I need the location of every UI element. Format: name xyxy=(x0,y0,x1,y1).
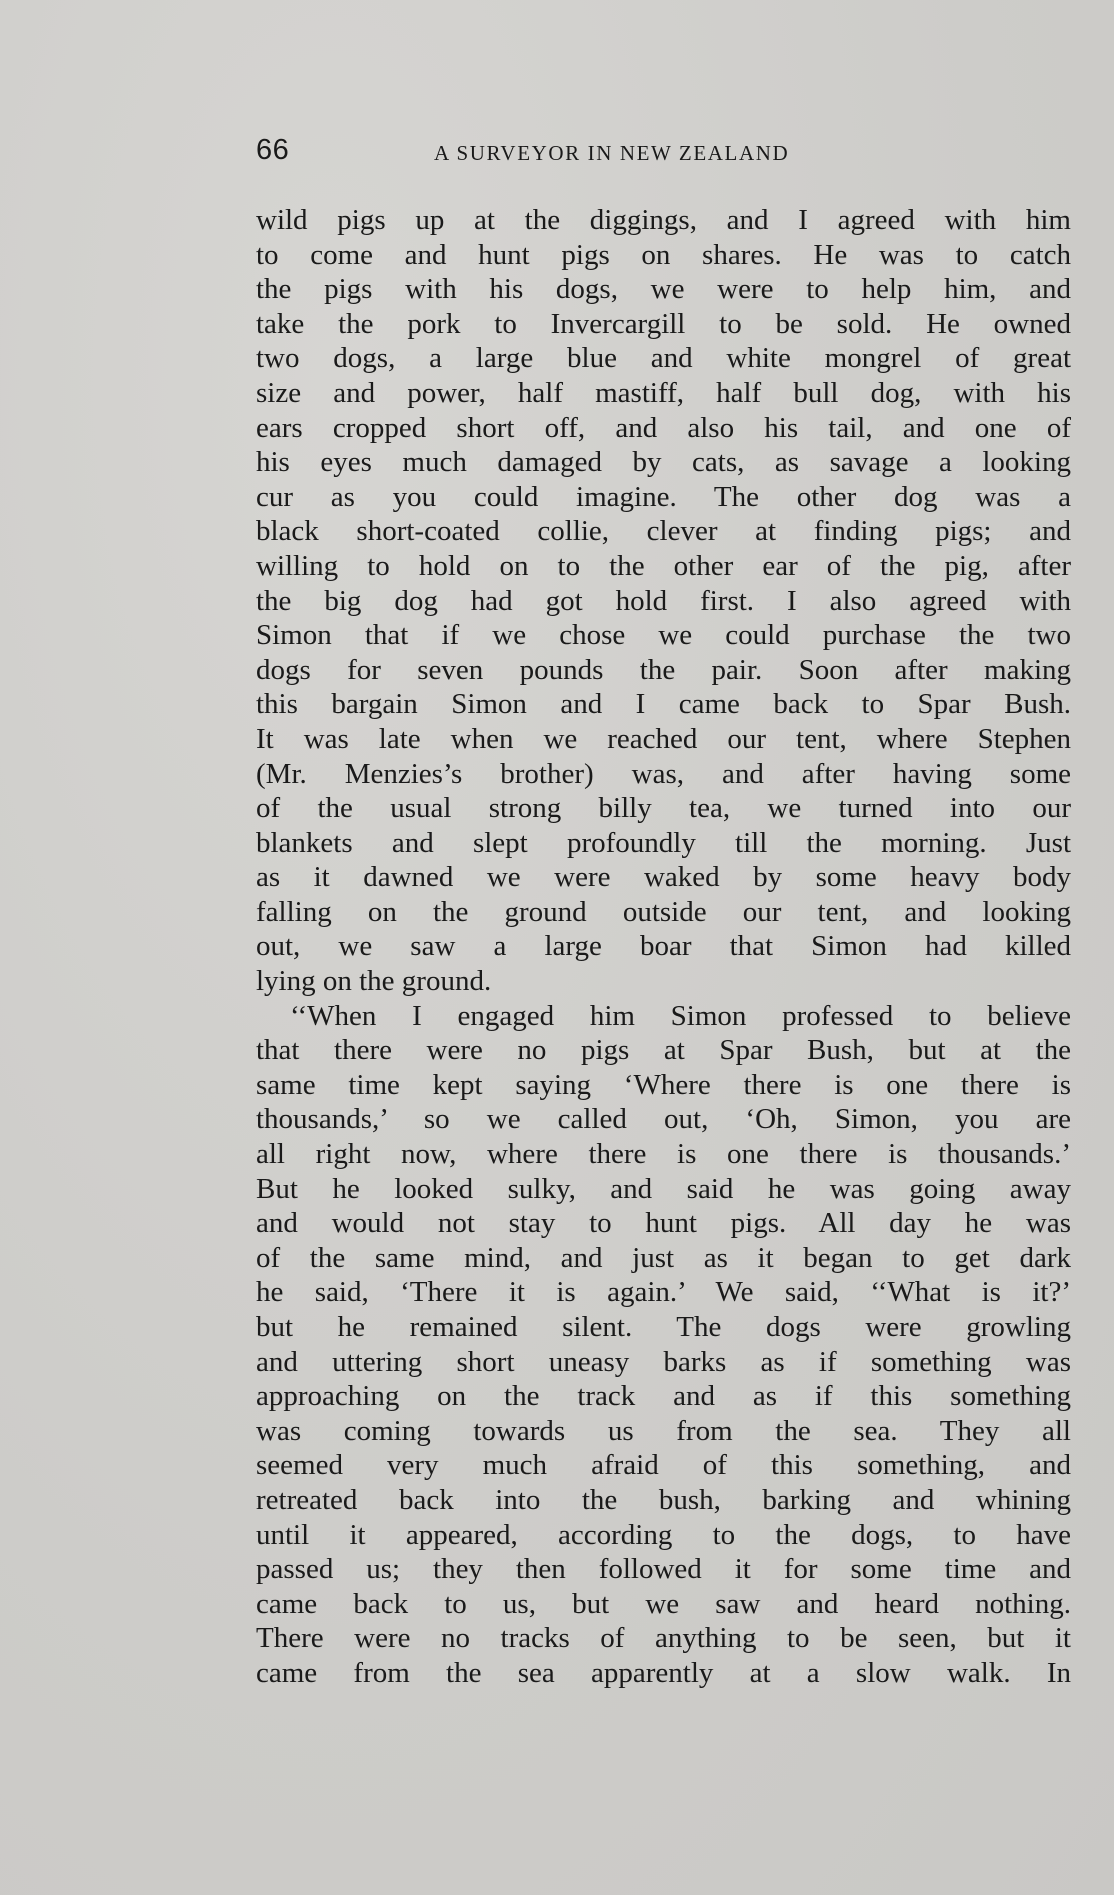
page-number: 66 xyxy=(256,134,290,166)
text-line: to come and hunt pigs on shares. He was to catch xyxy=(256,238,1071,271)
text-line: and would not stay to hunt pigs. All day he was xyxy=(256,1207,1071,1240)
text-line: (Mr. Menzies’s brother) was, and after having some xyxy=(256,757,1071,790)
text-line: this bargain Simon and I came back to Spar Bush. xyxy=(256,688,1071,721)
text-line: the pigs with his dogs, we were to help him, and xyxy=(256,273,1071,306)
text-line: seemed very much afraid of this something, and xyxy=(256,1449,1071,1482)
text-line: willing to hold on to the other ear of the pig, after xyxy=(256,549,1071,582)
running-title: A SURVEYOR IN NEW ZEALAND xyxy=(434,141,790,165)
text-line: black short-coated collie, clever at finding pigs; and xyxy=(256,515,1071,548)
text-line: all right now, where there is one there is thousands.’ xyxy=(256,1138,1071,1171)
text-line: of the same mind, and just as it began to get dark xyxy=(256,1241,1071,1274)
text-line: wild pigs up at the diggings, and I agreed with him xyxy=(256,204,1071,236)
text-line: Simon that if we chose we could purchase the two xyxy=(256,619,1071,652)
text-line-paragraph-end: lying on the ground. xyxy=(256,965,492,998)
body-text xyxy=(256,203,1071,1691)
text-line: take the pork to Invercargill to be sold. He owned xyxy=(256,307,1071,340)
text-line: size and power, half mastiff, half bull dog, with his xyxy=(256,376,1071,409)
text-line: out, we saw a large boar that Simon had killed xyxy=(256,930,1071,963)
text-line: that there were no pigs at Spar Bush, but at the xyxy=(256,1034,1071,1067)
text-line: passed us; they then followed it for some time and xyxy=(256,1553,1071,1586)
text-line: blankets and slept profoundly till the morning. Just xyxy=(256,826,1071,859)
text-line: two dogs, a large blue and white mongrel of great xyxy=(256,342,1071,375)
text-line: thousands,’ so we called out, ‘Oh, Simon, you are xyxy=(256,1103,1071,1136)
text-line: approaching on the track and as if this something xyxy=(256,1380,1071,1413)
text-line: There were no tracks of anything to be seen, but it xyxy=(256,1622,1071,1655)
text-line: came back to us, but we saw and heard nothing. xyxy=(256,1587,1071,1620)
text-line: But he looked sulky, and said he was going away xyxy=(256,1172,1071,1205)
text-line: of the usual strong billy tea, we turned into our xyxy=(256,792,1071,825)
text-line: he said, ‘There it is again.’ We said, ‘‘What is it?’ xyxy=(256,1276,1071,1309)
text-line: until it appeared, according to the dogs, to have xyxy=(256,1518,1071,1551)
text-line: same time kept saying ‘Where there is one there is xyxy=(256,1068,1071,1101)
text-line: falling on the ground outside our tent, and looking xyxy=(256,895,1071,928)
text-line: but he remained silent. The dogs were growling xyxy=(256,1311,1071,1343)
text-line: was coming towards us from the sea. They all xyxy=(256,1414,1071,1447)
text-line: retreated back into the bush, barking and whining xyxy=(256,1483,1071,1516)
text-line: his eyes much damaged by cats, as savage a looking xyxy=(256,446,1071,479)
text-line: the big dog had got hold first. I also agreed with xyxy=(256,584,1071,617)
text-line: ears cropped short off, and also his tail, and one of xyxy=(256,411,1071,444)
text-line: dogs for seven pounds the pair. Soon after making xyxy=(256,653,1071,686)
text-line: cur as you could imagine. The other dog was a xyxy=(256,480,1071,513)
running-head xyxy=(256,134,1071,174)
text-line: came from the sea apparently at a slow walk. In xyxy=(256,1656,1071,1689)
text-line-paragraph-start: ‘‘When I engaged him Simon professed to believe xyxy=(290,999,1071,1032)
text-line: It was late when we reached our tent, where Stephen xyxy=(256,722,1071,755)
text-line: as it dawned we were waked by some heavy body xyxy=(256,861,1071,894)
text-line: and uttering short uneasy barks as if something was xyxy=(256,1345,1071,1378)
